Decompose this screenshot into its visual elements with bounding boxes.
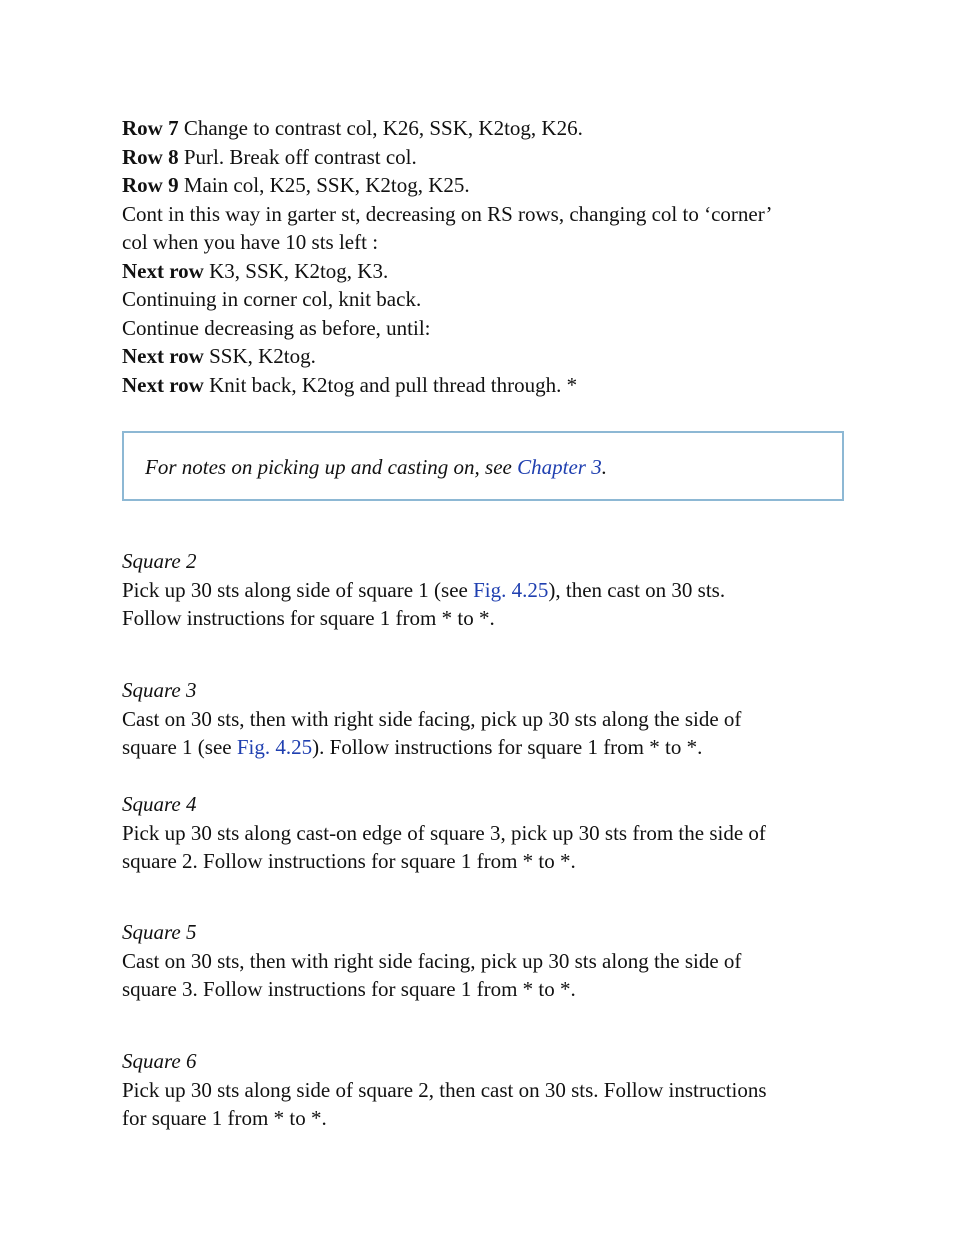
text-segment: ). Follow instructions for square 1 from * to *. [312,735,703,759]
text-segment: Pick up 30 sts along side of square 1 (see [122,577,474,602]
square-title: Square 5 [122,920,197,944]
cont-line-1: Cont in this way in garter st, decreasing on RS rows, changing col to ‘corner’ [122,201,773,226]
row-7 [122,114,852,143]
square-line: for square 1 from * to *. [122,1106,327,1130]
row-text: K3, SSK, K2tog, K3. [203,258,389,283]
note-suffix: . [601,455,607,479]
square-2-section [122,547,852,633]
square-title: Square 6 [122,1049,197,1073]
row-label: Next row [122,344,204,368]
next-row-2 [122,342,852,371]
square-5-section [122,918,852,1004]
row-9 [122,171,852,200]
square-6-section [122,1047,852,1133]
square-line: Pick up 30 sts along side of square 2, then cast on 30 sts. Follow instructions [122,1077,767,1102]
row-text: Change to contrast col, K26, SSK, K2tog, K26. [178,116,583,140]
note-prefix: For notes on picking up and casting on, see [145,455,518,479]
row-text: SSK, K2tog. [203,344,316,368]
square-title: Square 4 [122,792,197,816]
row-label: Row 9 [122,173,179,197]
cont-line-2: col when you have 10 sts left : [122,230,379,254]
chapter-link[interactable]: Chapter 3 [517,455,602,479]
row-label: Row 7 [122,116,179,140]
square-line: Follow instructions for square 1 from * to *. [122,606,495,630]
row-text: Purl. Break off contrast col. [178,144,417,169]
square-line [122,576,852,605]
square-title: Square 3 [122,678,197,702]
note-text [145,453,607,482]
square-line: Pick up 30 sts along cast-on edge of square 3, pick up 30 sts from the side of [122,820,766,845]
square-title: Square 2 [122,549,197,573]
row-label: Next row [122,372,204,397]
fig-link[interactable]: Fig. 4.25 [473,577,549,602]
next-row-1 [122,257,852,286]
note-box [122,431,844,501]
row-label: Row 8 [122,144,179,169]
next-row-3 [122,371,852,400]
continue-decreasing-line: Continue decreasing as before, until: [122,315,431,340]
square-line: square 3. Follow instructions for square 1 from * to *. [122,977,576,1001]
text-segment: ), then cast on 30 sts. [548,577,726,602]
square-3-section [122,676,852,762]
square-line: Cast on 30 sts, then with right side facing, pick up 30 sts along the side of [122,948,742,973]
text-segment: square 1 (see [122,735,237,759]
square-4-section [122,790,852,876]
row-8 [122,143,852,172]
square-line: square 2. Follow instructions for square 1 from * to *. [122,849,576,873]
instructions-block [122,114,852,399]
square-line: Cast on 30 sts, then with right side facing, pick up 30 sts along the side of [122,706,742,731]
row-label: Next row [122,258,204,283]
row-text: Main col, K25, SSK, K2tog, K25. [178,173,470,197]
fig-link[interactable]: Fig. 4.25 [236,735,313,759]
continuing-line: Continuing in corner col, knit back. [122,287,422,311]
square-line [122,733,852,762]
row-text: Knit back, K2tog and pull thread through. * [203,372,578,397]
